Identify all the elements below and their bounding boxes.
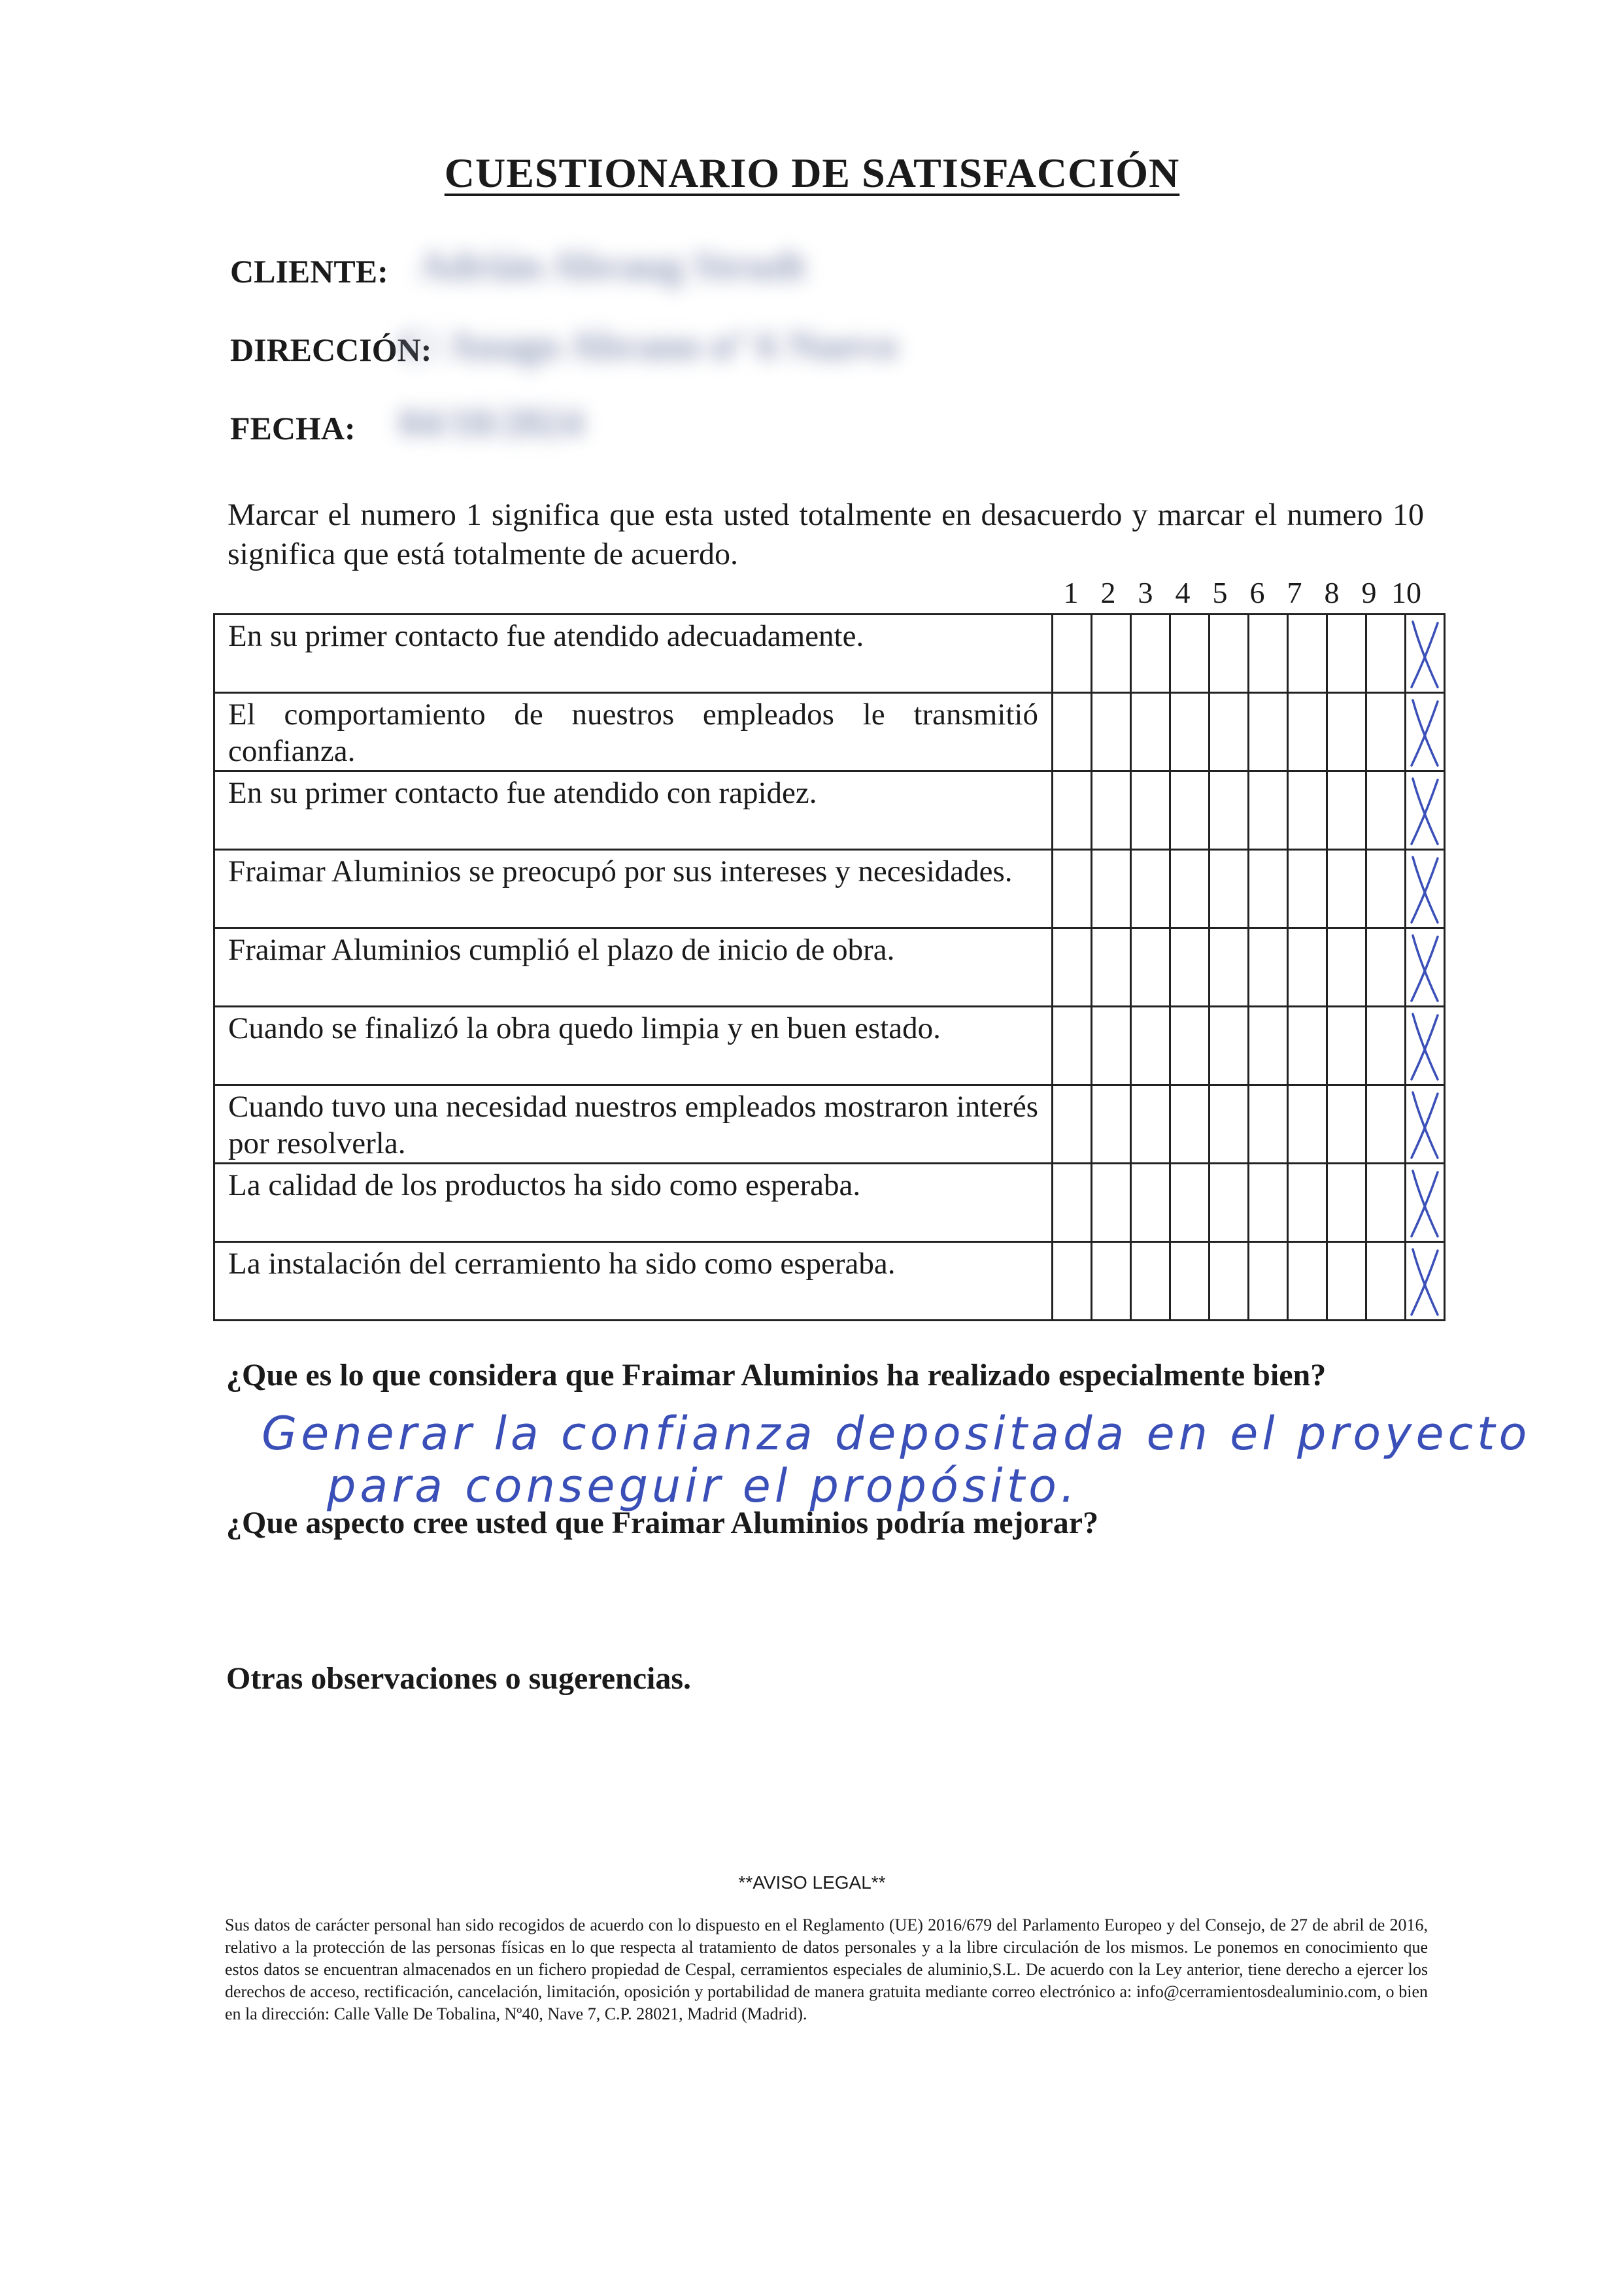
score-cell-4[interactable] <box>1170 1164 1210 1242</box>
address-value: C/ Anago Abrano nº 6 Nuevo <box>399 324 898 368</box>
score-cell-7[interactable] <box>1288 615 1327 693</box>
answer-done-well-line1: Generar la confianza depositada en el proyecto <box>262 1407 1531 1460</box>
score-cell-3[interactable] <box>1131 1085 1170 1164</box>
score-cell-2[interactable] <box>1092 615 1131 693</box>
legal-notice-title: **AVISO LEGAL** <box>738 1872 886 1893</box>
checkmark-x-icon <box>1408 1010 1442 1083</box>
score-cell-4[interactable] <box>1170 693 1210 771</box>
score-cell-9[interactable] <box>1366 928 1406 1007</box>
client-value: Adrián Abraug Strudt <box>418 244 806 288</box>
question-text: En su primer contacto fue atendido con rapidez. <box>214 771 1053 850</box>
score-cell-4[interactable] <box>1170 1085 1210 1164</box>
score-cell-3[interactable] <box>1131 615 1170 693</box>
score-cell-2[interactable] <box>1092 928 1131 1007</box>
score-cell-10[interactable] <box>1406 1007 1445 1085</box>
score-cell-6[interactable] <box>1249 1007 1288 1085</box>
question-row <box>214 1164 1445 1242</box>
score-cell-8[interactable] <box>1327 1242 1366 1321</box>
scale-number: 3 <box>1138 576 1153 609</box>
date-label: FECHA: <box>230 410 356 447</box>
score-cell-7[interactable] <box>1288 928 1327 1007</box>
score-cell-6[interactable] <box>1249 693 1288 771</box>
score-cell-10[interactable] <box>1406 615 1445 693</box>
score-cell-8[interactable] <box>1327 771 1366 850</box>
question-text: Fraimar Aluminios se preocupó por sus intereses y necesidades. <box>214 850 1053 928</box>
score-cell-9[interactable] <box>1366 1164 1406 1242</box>
score-cell-6[interactable] <box>1249 850 1288 928</box>
score-cell-6[interactable] <box>1249 1242 1288 1321</box>
score-cell-7[interactable] <box>1288 1164 1327 1242</box>
score-cell-6[interactable] <box>1249 1085 1288 1164</box>
score-cell-1[interactable] <box>1053 850 1092 928</box>
scale-number: 2 <box>1100 576 1116 609</box>
scale-number: 8 <box>1324 576 1340 609</box>
score-cell-1[interactable] <box>1053 693 1092 771</box>
instructions-text: Marcar el numero 1 significa que esta usted totalmente en desacuerdo y marcar el numero 10 significa que está totalmente de acuerdo. <box>228 498 1424 571</box>
score-cell-5[interactable] <box>1210 1085 1249 1164</box>
scale-number: 5 <box>1212 576 1228 609</box>
score-cell-10[interactable] <box>1406 1085 1445 1164</box>
score-cell-5[interactable] <box>1210 693 1249 771</box>
score-cell-10[interactable] <box>1406 1164 1445 1242</box>
scale-number: 4 <box>1175 576 1191 609</box>
score-cell-3[interactable] <box>1131 1164 1170 1242</box>
score-cell-6[interactable] <box>1249 615 1288 693</box>
score-cell-6[interactable] <box>1249 771 1288 850</box>
checkmark-x-icon <box>1408 1245 1442 1319</box>
score-cell-10[interactable] <box>1406 693 1445 771</box>
address-label: DIRECCIÓN: <box>230 331 432 368</box>
question-row <box>214 693 1445 771</box>
score-cell-5[interactable] <box>1210 1242 1249 1321</box>
score-cell-1[interactable] <box>1053 615 1092 693</box>
score-cell-6[interactable] <box>1249 1164 1288 1242</box>
question-row <box>214 771 1445 850</box>
checkmark-x-icon <box>1408 1167 1442 1240</box>
question-observations: Otras observaciones o sugerencias. <box>226 1661 692 1696</box>
score-cell-8[interactable] <box>1327 693 1366 771</box>
question-text: Cuando se finalizó la obra quedo limpia y en buen estado. <box>214 1007 1053 1085</box>
score-cell-10[interactable] <box>1406 928 1445 1007</box>
question-text: En su primer contacto fue atendido adecuadamente. <box>214 615 1053 693</box>
question-done-well: ¿Que es lo que considera que Fraimar Aluminios ha realizado especialmente bien? <box>226 1358 1327 1392</box>
score-cell-1[interactable] <box>1053 928 1092 1007</box>
score-cell-2[interactable] <box>1092 850 1131 928</box>
score-cell-8[interactable] <box>1327 1164 1366 1242</box>
score-cell-4[interactable] <box>1170 1007 1210 1085</box>
question-text: Fraimar Aluminios cumplió el plazo de inicio de obra. <box>214 928 1053 1007</box>
score-cell-3[interactable] <box>1131 928 1170 1007</box>
legal-notice-text: Sus datos de carácter personal han sido recogidos de acuerdo con lo dispuesto en el Reglamento (UE) 2016/679 del Parlamento Europeo y del Consejo, de 27 de abril de 2016, relativo a la protección de las personas físicas en lo que respecta al tratamiento de datos personales y a la libre circulación de los mismos. Le ponemos en conocimiento que estos datos se encuentran almacenados en un fichero propiedad de Cespal, cerramientos especiales de aluminio,S.L. De acuerdo con la Ley anterior, tiene derecho a ejercer los derechos de acceso, rectificación, cancelación, limitación, oposición y portabilidad de manera gratuita mediante correo electrónico a: info@cerramientosdealuminio.com, o bien en la dirección: Calle Valle De Tobalina, Nº40, Nave 7, C.P. 28021, Madrid (Madrid). <box>225 1915 1428 2023</box>
score-cell-2[interactable] <box>1092 1164 1131 1242</box>
score-cell-6[interactable] <box>1249 928 1288 1007</box>
client-label: CLIENTE: <box>230 253 388 290</box>
score-cell-1[interactable] <box>1053 1085 1092 1164</box>
score-cell-8[interactable] <box>1327 1007 1366 1085</box>
scale-number: 1 <box>1063 576 1079 609</box>
score-cell-4[interactable] <box>1170 1242 1210 1321</box>
question-text: Cuando tuvo una necesidad nuestros empleados mostraron interés por resolverla. <box>214 1085 1053 1164</box>
score-cell-2[interactable] <box>1092 1007 1131 1085</box>
score-cell-7[interactable] <box>1288 1242 1327 1321</box>
score-cell-2[interactable] <box>1092 693 1131 771</box>
satisfaction-table <box>213 613 1446 1321</box>
answer-done-well-line2: para conseguir el propósito. <box>327 1459 1079 1513</box>
scale-number: 7 <box>1287 576 1302 609</box>
score-cell-5[interactable] <box>1210 850 1249 928</box>
question-row <box>214 1085 1445 1164</box>
document-title: CUESTIONARIO DE SATISFACCIÓN <box>444 150 1180 196</box>
scale-number: 6 <box>1249 576 1265 609</box>
score-cell-2[interactable] <box>1092 771 1131 850</box>
score-cell-8[interactable] <box>1327 928 1366 1007</box>
scale-header <box>0 575 1624 615</box>
question-improve: ¿Que aspecto cree usted que Fraimar Aluminios podría mejorar? <box>226 1506 1099 1540</box>
score-cell-3[interactable] <box>1131 850 1170 928</box>
checkmark-x-icon <box>1408 696 1442 769</box>
score-cell-5[interactable] <box>1210 615 1249 693</box>
score-cell-8[interactable] <box>1327 1085 1366 1164</box>
score-cell-7[interactable] <box>1288 771 1327 850</box>
score-cell-7[interactable] <box>1288 693 1327 771</box>
score-cell-10[interactable] <box>1406 1242 1445 1321</box>
checkmark-x-icon <box>1408 853 1442 926</box>
question-row <box>214 928 1445 1007</box>
score-cell-3[interactable] <box>1131 1242 1170 1321</box>
score-cell-1[interactable] <box>1053 771 1092 850</box>
question-row <box>214 1007 1445 1085</box>
question-text: La instalación del cerramiento ha sido como esperaba. <box>214 1242 1053 1321</box>
score-cell-7[interactable] <box>1288 1085 1327 1164</box>
score-cell-5[interactable] <box>1210 928 1249 1007</box>
score-cell-5[interactable] <box>1210 771 1249 850</box>
score-cell-3[interactable] <box>1131 693 1170 771</box>
score-cell-7[interactable] <box>1288 850 1327 928</box>
question-row <box>214 1242 1445 1321</box>
score-cell-9[interactable] <box>1366 615 1406 693</box>
score-cell-4[interactable] <box>1170 615 1210 693</box>
checkmark-x-icon <box>1408 775 1442 848</box>
question-row <box>214 850 1445 928</box>
score-cell-10[interactable] <box>1406 850 1445 928</box>
score-cell-7[interactable] <box>1288 1007 1327 1085</box>
score-cell-1[interactable] <box>1053 1164 1092 1242</box>
score-cell-4[interactable] <box>1170 928 1210 1007</box>
scale-number: 10 <box>1391 576 1421 609</box>
score-cell-9[interactable] <box>1366 771 1406 850</box>
checkmark-x-icon <box>1408 932 1442 1005</box>
score-cell-9[interactable] <box>1366 693 1406 771</box>
question-row <box>214 615 1445 693</box>
score-cell-4[interactable] <box>1170 771 1210 850</box>
score-cell-9[interactable] <box>1366 1007 1406 1085</box>
score-cell-4[interactable] <box>1170 850 1210 928</box>
score-cell-1[interactable] <box>1053 1007 1092 1085</box>
scale-number: 9 <box>1361 576 1377 609</box>
score-cell-2[interactable] <box>1092 1242 1131 1321</box>
score-cell-8[interactable] <box>1327 615 1366 693</box>
score-cell-3[interactable] <box>1131 771 1170 850</box>
score-cell-9[interactable] <box>1366 850 1406 928</box>
score-cell-8[interactable] <box>1327 850 1366 928</box>
score-cell-5[interactable] <box>1210 1164 1249 1242</box>
score-cell-5[interactable] <box>1210 1007 1249 1085</box>
score-cell-1[interactable] <box>1053 1242 1092 1321</box>
checkmark-x-icon <box>1408 1088 1442 1162</box>
date-value: 04/10/2024 <box>399 401 584 445</box>
score-cell-2[interactable] <box>1092 1085 1131 1164</box>
score-cell-9[interactable] <box>1366 1242 1406 1321</box>
question-text: La calidad de los productos ha sido como esperaba. <box>214 1164 1053 1242</box>
score-cell-9[interactable] <box>1366 1085 1406 1164</box>
question-text: El comportamiento de nuestros empleados le transmitió confianza. <box>214 693 1053 771</box>
score-cell-3[interactable] <box>1131 1007 1170 1085</box>
checkmark-x-icon <box>1408 618 1442 691</box>
score-cell-10[interactable] <box>1406 771 1445 850</box>
